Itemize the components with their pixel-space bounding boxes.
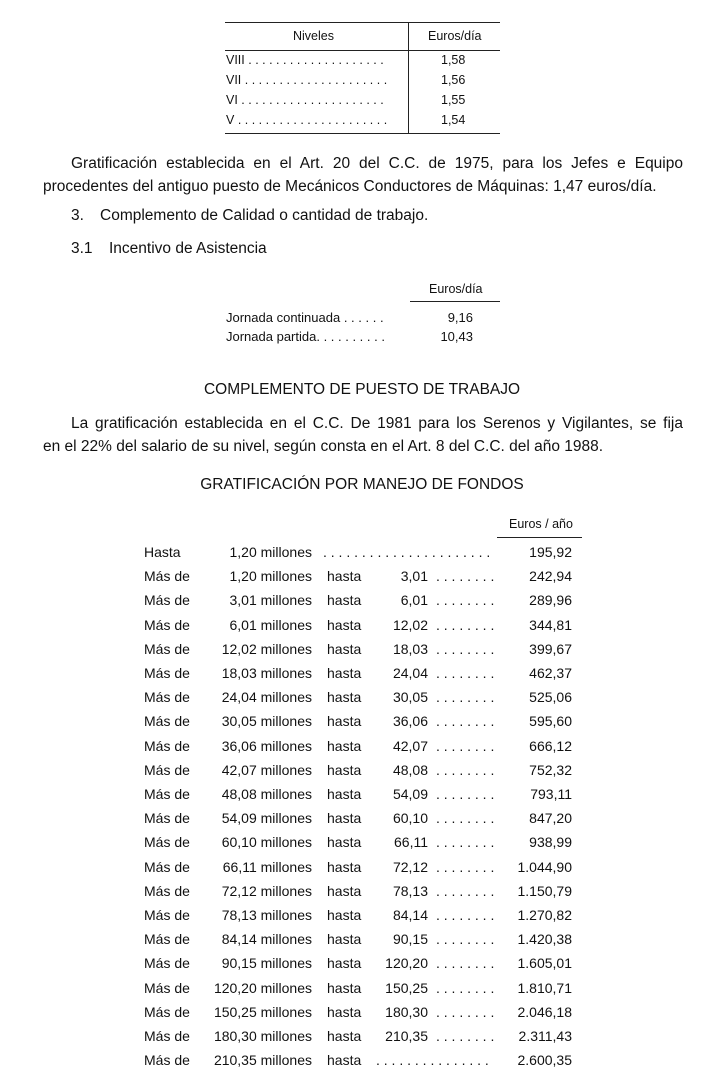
table-row <box>0 810 719 834</box>
table-row <box>0 713 719 737</box>
table-row <box>0 859 719 883</box>
row-value: 9,16 <box>447 310 473 325</box>
range-hasta: hasta <box>327 1028 362 1044</box>
table-header-rule <box>497 537 582 538</box>
leader-dots: . . . . . . . . <box>436 834 495 851</box>
euros-ano-value: 2.311,43 <box>518 1028 572 1044</box>
column-header-niveles: Niveles <box>293 29 334 43</box>
euros-ano-value: 2.046,18 <box>517 1003 572 1020</box>
leader-dots: . . . . . . . . <box>436 665 495 681</box>
range-qualifier: Más de <box>144 689 190 706</box>
range-qualifier: Hasta <box>144 544 181 560</box>
table-row <box>225 53 500 73</box>
range-from: 78,13 millones <box>221 907 312 923</box>
euros-ano-value: 793,11 <box>530 786 572 802</box>
range-qualifier: Más de <box>144 592 190 609</box>
range-hasta: hasta <box>327 592 362 609</box>
table-row <box>0 1004 719 1028</box>
range-from: 1,20 millones <box>229 568 312 585</box>
paragraph-serenos-vigilantes <box>43 412 683 458</box>
range-to: 12,02 <box>392 616 428 633</box>
leader-dots: . . . . . . . . <box>436 689 495 706</box>
range-from: 6,01 millones <box>229 616 312 633</box>
leader-dots: . . . . . . . . <box>436 592 495 609</box>
range-from: 3,01 millones <box>229 592 312 609</box>
range-to: 84,14 <box>392 907 428 923</box>
range-qualifier: Más de <box>144 834 190 851</box>
range-qualifier: Más de <box>144 979 190 996</box>
range-to: 78,13 <box>392 882 428 899</box>
euros-ano-value: 399,67 <box>529 640 572 657</box>
leader-dots: . . . . . . . . <box>436 737 495 754</box>
table-bottom-rule <box>225 133 500 134</box>
euros-ano-value: 595,60 <box>529 713 572 730</box>
table-row <box>0 1052 719 1076</box>
euros-ano-value: 2.600,35 <box>517 1052 572 1069</box>
range-qualifier: Más de <box>144 931 190 948</box>
euros-ano-value: 938,99 <box>529 834 572 851</box>
range-from: 24,04 millones <box>221 689 312 706</box>
leader-dots: . . . . . . . . . . . . . . . . . . . . . <box>241 93 384 107</box>
table-row <box>0 980 719 1004</box>
euros-ano-value: 752,32 <box>529 761 572 778</box>
table-row <box>0 955 719 979</box>
nivel-value: 1,56 <box>441 73 466 87</box>
range-from: 54,09 millones <box>221 810 312 827</box>
leader-dots: . . . . . . . . <box>436 761 495 778</box>
leader-dots: . . . . . . . . . . . . . . . . . . . . . <box>244 73 388 87</box>
leader-dots: . . . . . . . . . . . . . . . . . . . . <box>248 53 384 67</box>
range-qualifier: Más de <box>144 1003 190 1020</box>
range-to: 3,01 <box>400 568 428 585</box>
range-qualifier: Más de <box>144 568 190 585</box>
table-header-rule <box>410 301 500 302</box>
leader-dots: . . . . . . . . <box>436 907 495 923</box>
range-to: 54,09 <box>392 786 428 802</box>
range-hasta: hasta <box>327 737 362 754</box>
range-to: 24,04 <box>392 665 428 681</box>
euros-ano-value: 1.605,01 <box>517 955 572 972</box>
range-qualifier: Más de <box>144 665 190 681</box>
row-label: Jornada continuada <box>226 310 341 325</box>
range-hasta: hasta <box>327 1003 362 1020</box>
range-from: 84,14 millones <box>221 931 312 948</box>
euros-ano-value: 1.420,38 <box>517 931 572 948</box>
item-number: 3. <box>71 207 84 224</box>
leader-dots: . . . . . . . . <box>436 858 495 875</box>
nivel-label: VIII <box>226 53 245 67</box>
range-to: 36,06 <box>392 713 428 730</box>
euros-ano-value: 525,06 <box>529 689 572 706</box>
range-to: 90,15 <box>392 931 428 948</box>
range-qualifier: Más de <box>144 810 190 827</box>
nivel-value: 1,55 <box>441 93 466 107</box>
range-hasta: hasta <box>327 907 362 923</box>
table-header-rule <box>225 50 500 51</box>
leader-dots: . . . . . . . . <box>436 882 495 899</box>
nivel-label: VI <box>226 93 238 107</box>
paragraph-line: en el 22% del salario de su nivel, según consta en el Art. 8 del C.C. del año 1988. <box>43 438 604 455</box>
range-hasta: hasta <box>327 665 362 681</box>
table-row <box>225 73 500 93</box>
section-heading-complemento: COMPLEMENTO DE PUESTO DE TRABAJO <box>203 381 521 398</box>
leader-dots: . . . . . . . . . . . . . . . . . . . . . . <box>237 113 388 127</box>
range-qualifier: Más de <box>144 955 190 972</box>
range-hasta: hasta <box>327 834 362 851</box>
table-row <box>0 907 719 931</box>
range-hasta: hasta <box>327 882 362 899</box>
euros-ano-value: 666,12 <box>529 737 572 754</box>
range-qualifier: Más de <box>144 1052 190 1069</box>
range-hasta: hasta <box>327 786 362 802</box>
euros-ano-value: 462,37 <box>529 665 572 681</box>
euros-ano-value: 289,96 <box>529 592 572 609</box>
range-to: 120,20 <box>385 955 428 972</box>
range-qualifier: Más de <box>144 713 190 730</box>
table-row <box>0 665 719 689</box>
range-to: 66,11 <box>394 834 428 851</box>
leader-dots: . . . . . . . . <box>436 1003 495 1020</box>
nivel-value: 1,58 <box>441 53 466 67</box>
range-qualifier: Más de <box>144 616 190 633</box>
paragraph-line: Gratificación establecida en el Art. 20 del C.C. de 1975, para los Jefes e Equipo <box>71 155 683 172</box>
table-row <box>0 762 719 786</box>
euros-ano-value: 1.044,90 <box>517 858 572 875</box>
range-from: 180,30 millones <box>213 1028 312 1044</box>
range-to: 150,25 <box>385 979 428 996</box>
euros-ano-value: 195,92 <box>529 544 572 560</box>
range-hasta: hasta <box>327 761 362 778</box>
leader-dots: . . . . . . . . <box>436 786 495 802</box>
range-hasta: hasta <box>327 1052 362 1069</box>
table-row <box>0 544 719 568</box>
euros-ano-value: 1.810,71 <box>517 979 572 996</box>
leader-dots: . . . . . . <box>343 310 384 325</box>
table-top-rule <box>225 22 500 23</box>
range-hasta: hasta <box>327 810 362 827</box>
range-hasta: hasta <box>327 713 362 730</box>
euros-ano-value: 847,20 <box>529 810 572 827</box>
range-from: 72,12 millones <box>221 882 312 899</box>
range-qualifier: Más de <box>144 761 190 778</box>
paragraph-line: procedentes del antiguo puesto de Mecánicos Conductores de Máquinas: 1,47 euros/día. <box>43 178 657 195</box>
range-from: 66,11 millones <box>222 858 312 875</box>
table-row <box>0 931 719 955</box>
range-from: 120,20 millones <box>213 979 312 996</box>
table-row <box>0 1028 719 1052</box>
table-row <box>226 329 385 344</box>
range-qualifier: Más de <box>144 882 190 899</box>
euros-ano-value: 1.270,82 <box>517 907 572 923</box>
range-from: 42,07 millones <box>221 761 312 778</box>
range-from: 30,05 millones <box>221 713 312 730</box>
table-row <box>0 568 719 592</box>
range-qualifier: Más de <box>144 737 190 754</box>
row-label: Jornada partida <box>226 329 317 344</box>
range-from: 210,35 millones <box>213 1052 312 1069</box>
range-to: 18,03 <box>392 640 428 657</box>
range-from: 12,02 millones <box>221 640 312 657</box>
range-from: 90,15 millones <box>221 955 312 972</box>
euros-ano-value: 344,81 <box>529 616 572 633</box>
subitem-title: Incentivo de Asistencia <box>109 240 267 257</box>
table-row <box>0 786 719 810</box>
column-header-euros-dia: Euros/día <box>429 282 483 296</box>
paragraph-line: La gratificación establecida en el C.C. De 1981 para los Serenos y Vigilantes, se fija <box>71 415 683 432</box>
column-header-euros-dia: Euros/día <box>428 29 482 43</box>
range-hasta: hasta <box>327 616 362 633</box>
row-value: 10,43 <box>440 329 473 344</box>
range-hasta: hasta <box>327 955 362 972</box>
leader-dots: . . . . . . . . <box>436 931 495 948</box>
leader-dots: . . . . . . . . . . . . . . . . . . . . . . <box>323 544 491 560</box>
range-to: 60,10 <box>392 810 428 827</box>
range-hasta: hasta <box>327 568 362 585</box>
leader-dots: . . . . . . . . <box>436 640 495 657</box>
range-qualifier: Más de <box>144 786 190 802</box>
leader-dots: . . . . . . . . <box>436 810 495 827</box>
table-row <box>0 641 719 665</box>
range-qualifier: Más de <box>144 907 190 923</box>
range-to: 48,08 <box>392 761 428 778</box>
range-to: 210,35 <box>385 1028 428 1044</box>
range-from: 60,10 millones <box>221 834 312 851</box>
table-row <box>225 113 500 133</box>
range-hasta: hasta <box>327 979 362 996</box>
leader-dots: . . . . . . . . <box>436 1028 495 1044</box>
leader-dots: . . . . . . . . <box>436 713 495 730</box>
nivel-value: 1,54 <box>441 113 466 127</box>
range-to: 180,30 <box>385 1003 428 1020</box>
leader-dots: . . . . . . . . <box>436 616 495 633</box>
table-row <box>225 93 500 113</box>
table-row <box>0 689 719 713</box>
table-row <box>0 883 719 907</box>
range-qualifier: Más de <box>144 858 190 875</box>
range-from: 1,20 millones <box>229 544 312 560</box>
euros-ano-value: 1.150,79 <box>517 882 572 899</box>
nivel-label: VII <box>226 73 242 87</box>
range-hasta: hasta <box>327 931 362 948</box>
leader-dots: . . . . . . . . <box>436 568 495 585</box>
subitem-number: 3.1 <box>71 240 93 257</box>
range-to: 72,12 <box>392 858 428 875</box>
range-hasta: hasta <box>327 689 362 706</box>
range-to: 42,07 <box>392 737 428 754</box>
range-qualifier: Más de <box>144 640 190 657</box>
table-row <box>0 592 719 616</box>
range-from: 18,03 millones <box>221 665 312 681</box>
section-heading-manejo-fondos: GRATIFICACIÓN POR MANEJO DE FONDOS <box>200 476 524 493</box>
leader-dots: . . . . . . . . <box>436 979 495 996</box>
range-to: 6,01 <box>400 592 428 609</box>
range-from: 150,25 millones <box>213 1003 312 1020</box>
range-qualifier: Más de <box>144 1028 190 1044</box>
column-header-euros-ano: Euros / año <box>509 517 573 531</box>
table-row <box>0 738 719 762</box>
leader-dots: . . . . . . . . . . . . . . . <box>376 1052 489 1069</box>
range-from: 48,08 millones <box>221 786 312 802</box>
table-row <box>226 310 384 325</box>
paragraph-gratificacion-1975 <box>43 152 683 198</box>
table-row <box>0 834 719 858</box>
range-hasta: hasta <box>327 640 362 657</box>
nivel-label: V <box>226 113 235 127</box>
range-from: 36,06 millones <box>221 737 312 754</box>
item-title: Complemento de Calidad o cantidad de trabajo. <box>100 207 429 224</box>
euros-ano-value: 242,94 <box>529 568 572 585</box>
table-row <box>0 617 719 641</box>
range-to: 30,05 <box>392 689 428 706</box>
leader-dots: . . . . . . . . . . <box>316 329 385 344</box>
range-hasta: hasta <box>327 858 362 875</box>
leader-dots: . . . . . . . . <box>436 955 495 972</box>
